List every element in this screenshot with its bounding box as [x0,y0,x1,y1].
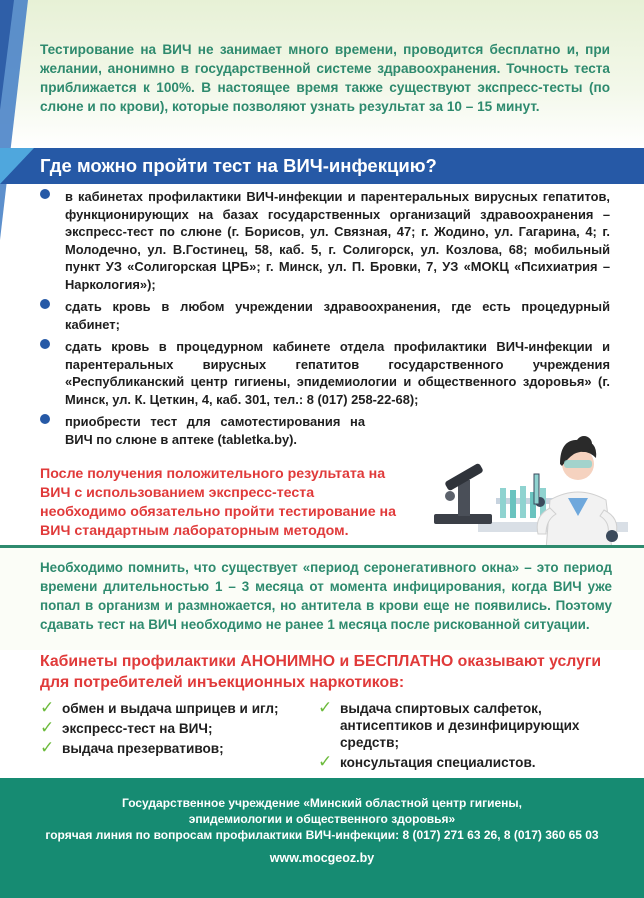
list-item [318,700,608,751]
bullet-dot-icon [40,414,50,424]
footer-org-line2: эпидемиологии и общественного здоровья» [188,812,456,826]
list-item [40,298,610,333]
check-mark-icon: ✓ [40,718,55,737]
footer-hotline: горячая линия по вопросам профилактики ВИЧ-инфекции: 8 (017) 271 63 26, 8 (017) 360 65 03 [45,828,599,842]
period-text: Необходимо помнить, что существует «период серонегативного окна» – это период времени длительностью 1 – 3 месяца от момента инфицирования, когда ВИЧ уже попал в организм и размножается, но антитела в крови еще не появились. Поэтому сдавать тест на ВИЧ необходимо не ранее 1 месяца после рискованной ситуации. [40,560,612,632]
check-mark-icon: ✓ [40,698,55,717]
where-list [40,188,610,453]
services-list-left [40,700,310,760]
offices-title: Кабинеты профилактики АНОНИМНО и БЕСПЛАТНО оказывают услуги для потребителей инъекционных наркотиков: [40,653,602,691]
list-item-text: в кабинетах профилактики ВИЧ-инфекции и парентеральных вирусных гепатитов, функционирующих на базах государственных организаций здравоохранения – экспресс-тест по слюне (г. Борисов, ул. Связная, 47; г. Жодино, ул. Гагарина, 4; г. Молодечно, ул. В.Гостинец, 58, каб. 5, г. Солигорск, ул. Козлова, 68; мобильный пункт УЗ «Солигорская ЦРБ»; г. Минск, ул. П. Бровки, 7, УЗ «МОКЦ «Психиатрия –Наркология»); [65,189,610,292]
bullet-dot-icon [40,189,50,199]
list-item [40,413,365,448]
check-mark-icon: ✓ [318,698,333,717]
microscope-icon [434,463,492,524]
warning-text: После получения положительного результата на ВИЧ с использованием экспресс-теста необходимо обязательно пройти тестирование на ВИЧ стандартным лабораторным методом. [40,466,397,539]
list-item [40,338,610,408]
services-list-right [318,700,608,774]
band-accent [0,148,34,184]
scientist-icon [534,436,618,550]
bullet-dot-icon [40,299,50,309]
footer-org-line1: Государственное учреждение «Минский областной центр гигиены, [122,796,522,810]
list-item-text: сдать кровь в любом учреждении здравоохранения, где есть процедурный кабинет; [65,299,610,332]
scientist-microscope-illustration [428,418,628,550]
list-item [40,740,310,757]
list-item [40,720,310,737]
list-item [40,188,610,293]
check-mark-icon: ✓ [40,738,55,757]
intro-text: Тестирование на ВИЧ не занимает много времени, проводится бесплатно и, при желании, анонимно в государственной системе здравоохранения. Точность теста приближается к 100%. В настоящее время также существуют экспресс-тесты (по слюне и по крови), которые позволяют узнать результат за 10 – 15 минут. [40,42,610,114]
list-item [318,754,608,771]
list-item-text: приобрести тест для самотестирования на ВИЧ по слюне в аптеке (tabletka.by). [65,414,365,447]
list-item-text: сдать кровь в процедурном кабинете отдела профилактики ВИЧ-инфекции и парентеральных вирусных гепатитов государственного учреждения «Республиканский центр гигиены, эпидемиологии и общественного здоровья» (г. Минск, ул. К. Цеткин, 4, каб. 301, тел.: 8 (017) 258-22-68); [65,339,610,407]
bullet-dot-icon [40,339,50,349]
footer-contacts [0,795,644,843]
list-item-text: консультация специалистов. [340,755,536,770]
decor-triangle-dark [0,0,14,110]
footer-website: www.mocgeoz.by [269,851,375,865]
list-item-text: экспресс-тест на ВИЧ; [62,721,213,736]
list-item [40,700,310,717]
list-item-text: выдача презервативов; [62,741,224,756]
list-item-text: обмен и выдача шприцев и игл; [62,701,279,716]
list-item-text: выдача спиртовых салфеток, антисептиков и дезинфицирующих средств; [340,701,580,750]
section-title-where: Где можно пройти тест на ВИЧ-инфекцию? [40,155,437,176]
check-mark-icon: ✓ [318,752,333,771]
